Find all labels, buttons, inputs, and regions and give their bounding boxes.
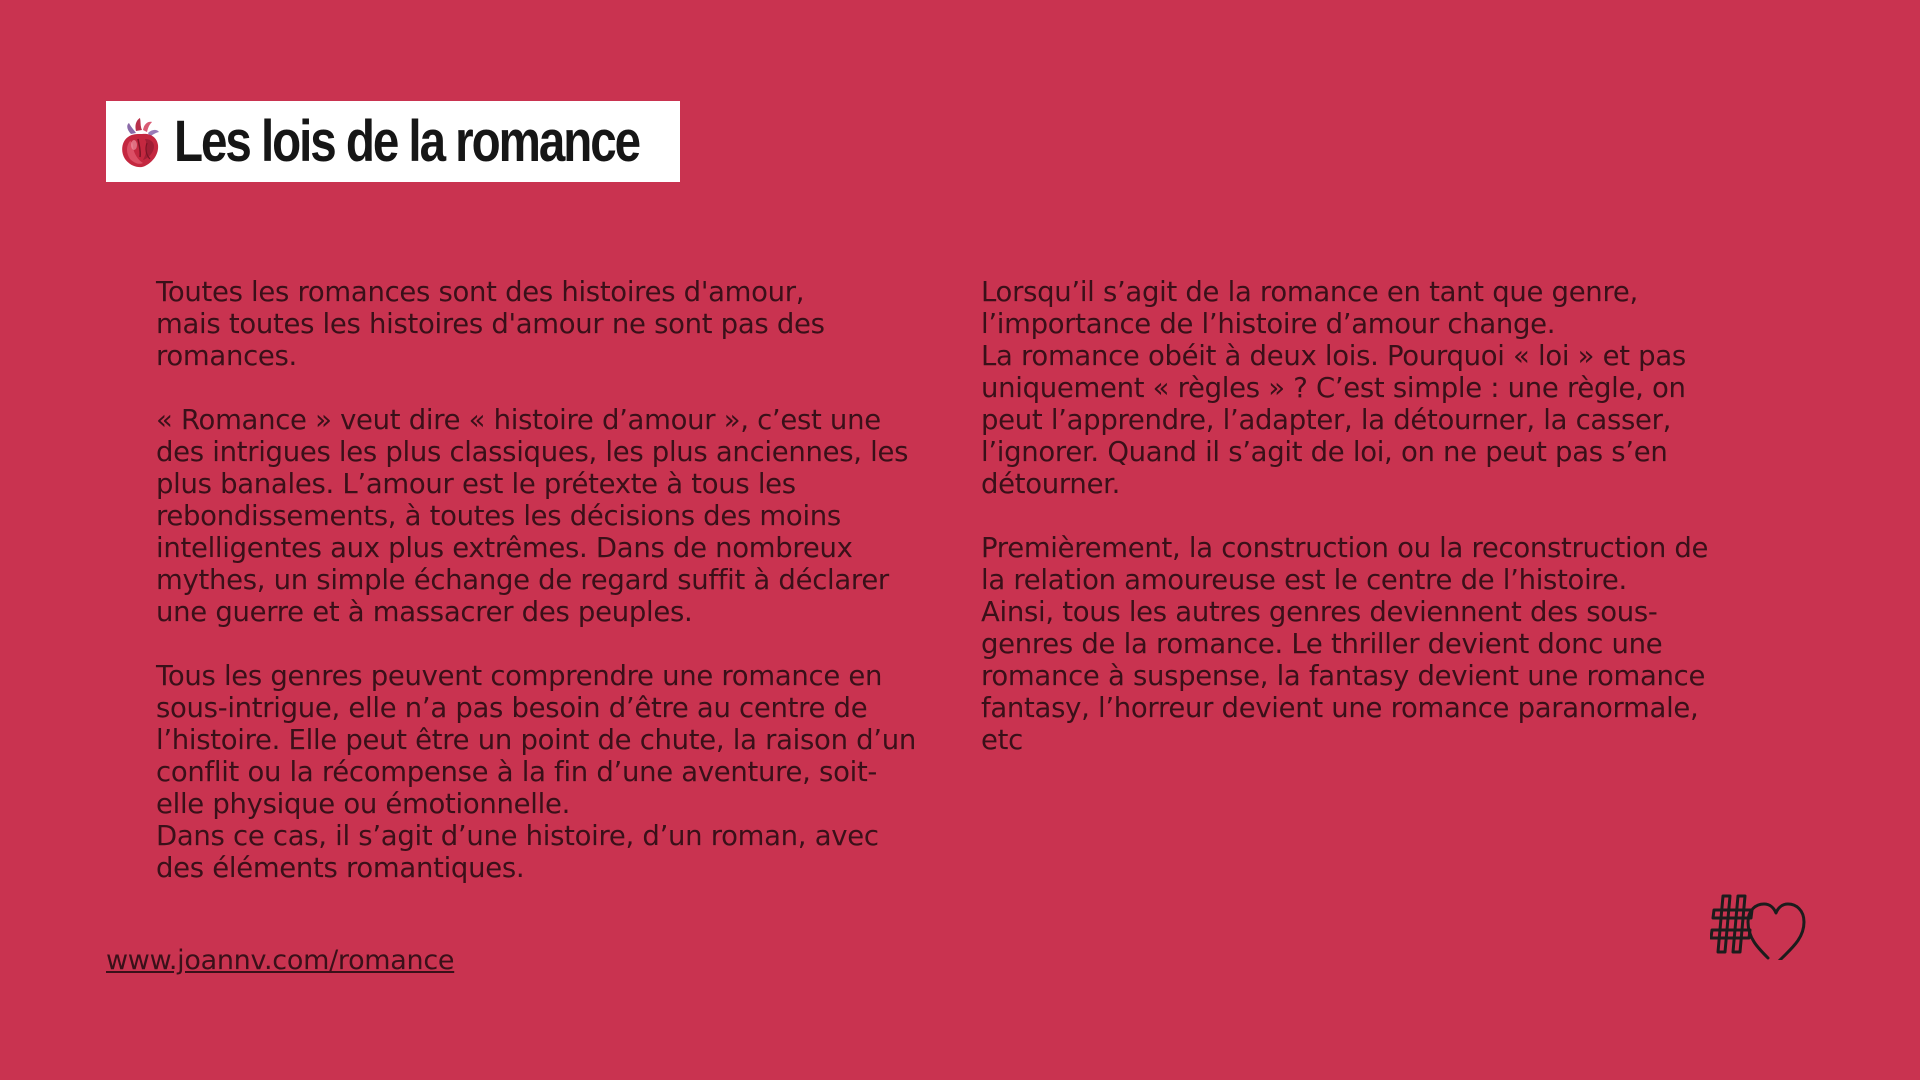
page-title: Les lois de la romance bbox=[174, 109, 640, 174]
right-paragraph-1: Lorsqu’il s’agit de la romance en tant que genre, l’importance de l’histoire d’amour change. La romance obéit à deux lois. Pourquoi « loi » et pas uniquement « règles » ? C’est simple : une règle, on peut l’apprendre, l’adapter, la détourner, la casser, l’ignorer. Quand il s’agit de loi, on ne peut pas s’en détourner. bbox=[981, 276, 1686, 500]
left-column bbox=[156, 276, 946, 916]
anatomical-heart-icon bbox=[112, 115, 170, 171]
website-link[interactable]: www.joannv.com/romance bbox=[106, 945, 455, 976]
left-paragraph-1: Toutes les romances sont des histoires d'amour, mais toutes les histoires d'amour ne sont pas des romances. bbox=[156, 276, 825, 372]
left-paragraph-3: Tous les genres peuvent comprendre une romance en sous-intrigue, elle n’a pas besoin d’être au centre de l’histoire. Elle peut être un point de chute, la raison d’un conflit ou la récompense à la fin d’une aventure, soit- elle physique ou émotionnelle. Dans ce cas, il s’agit d’une histoire, d’un roman, avec des éléments romantiques. bbox=[156, 660, 917, 884]
hash-heart-logo-icon bbox=[1710, 888, 1810, 960]
title-box bbox=[106, 101, 680, 182]
right-column bbox=[981, 276, 1771, 788]
left-paragraph-2: « Romance » veut dire « histoire d’amour », c’est une des intrigues les plus classiques, les plus anciennes, les plus banales. L’amour est le prétexte à tous les rebondissements, à toutes les décisions des moins intelligentes aux plus extrêmes. Dans de nombreux mythes, un simple échange de regard suffit à déclarer une guerre et à massacrer des peuples. bbox=[156, 404, 909, 628]
right-paragraph-2: Premièrement, la construction ou la reconstruction de la relation amoureuse est le centre de l’histoire. Ainsi, tous les autres genres deviennent des sous- genres de la romance. Le thriller devient donc une romance à suspense, la fantasy devient une romance fantasy, l’horreur devient une romance paranormale, etc bbox=[981, 532, 1709, 756]
